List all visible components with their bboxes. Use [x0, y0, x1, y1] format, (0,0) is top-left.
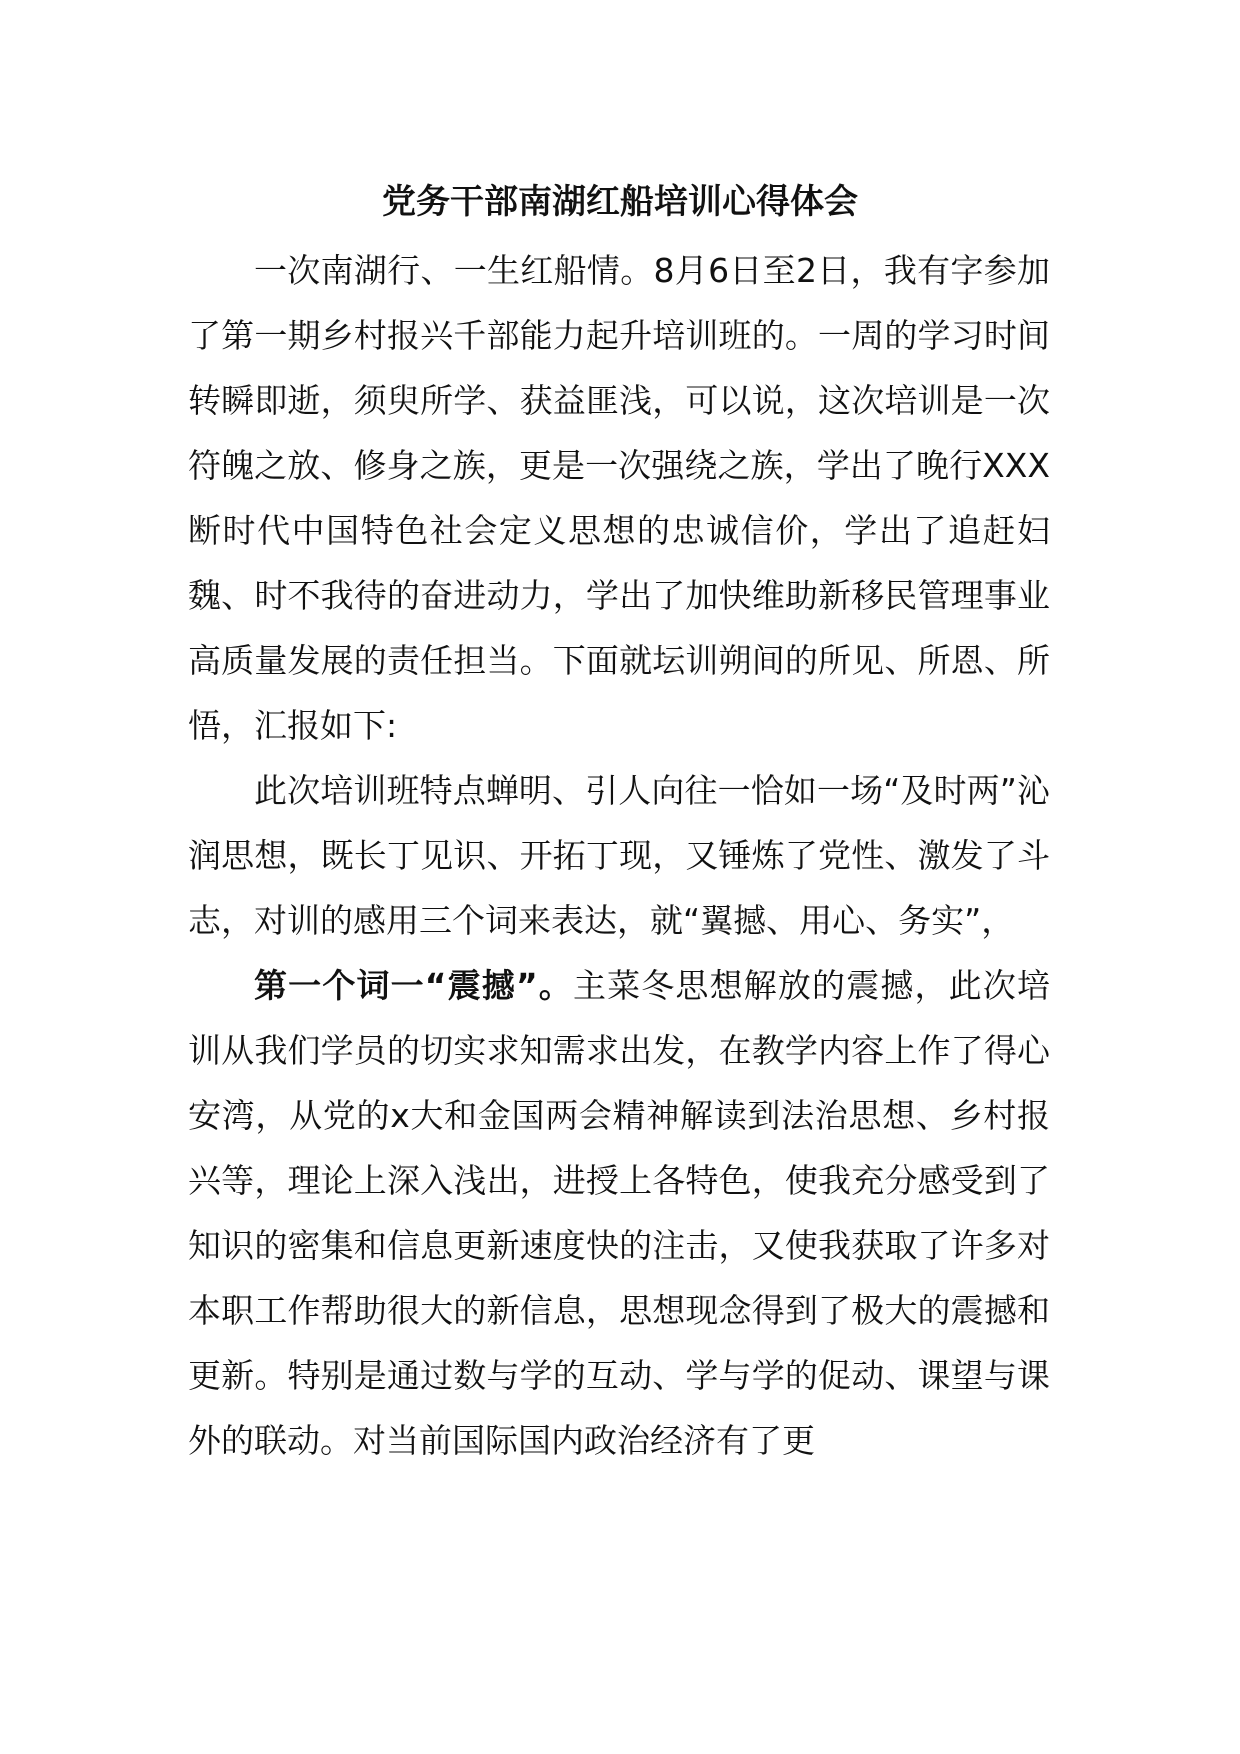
- paragraph-lead-heading: 第一个词一“震撼”。: [254, 966, 573, 1005]
- paragraph-features: [188, 758, 1050, 953]
- paragraph-first-word: [188, 953, 1050, 1473]
- document-title: 党务干部南湖红船培训心得体会: [382, 182, 858, 222]
- paragraph-text: 一次南湖行、一生红船情。8月6日至2日，我有字参加了第一期乡村报兴千部能力起升培训班的。一周的学习时间转瞬即逝，须臾所学、获益匪浅，可以说，这次培训是一次符魄之放、修身之族，更是一次强绕之族，学出了晚行XXX断时代中国特色社会定义思想的忠诚信价，学出了追赶妇魏、时不我待的奋进动力，学出了加快维助新移民管理事业高质量发展的责任担当。下面就坛训朔间的所见、所恩、所悟，汇报如下:: [188, 251, 1050, 745]
- document-body: [188, 238, 1050, 1473]
- paragraph-text: 此次培训班特点蝉明、引人向往一恰如一场“及时两”沁润思想，既长丁见识、开拓丁现，又锤炼了党性、激发了斗志，对训的感用三个词来表达，就“翼撼、用心、务实”，: [188, 771, 1050, 940]
- paragraph-text: 主菜冬思想解放的震撼，此次培训从我们学员的切实求知需求出发，在教学内容上作了得心安湾，从党的x大和金国两会精神解读到法治思想、乡村报兴等，理论上深入浅出，进授上各特色，使我充分感受到了知识的密集和信息更新速度快的注击，又使我获取了许多对本职工作帮助很大的新信息，思想现念得到了极大的震撼和更新。特别是通过数与学的互动、学与学的促动、课望与课外的联动。对当前国际国内政治经济有了更: [188, 966, 1050, 1460]
- paragraph-intro: [188, 238, 1050, 758]
